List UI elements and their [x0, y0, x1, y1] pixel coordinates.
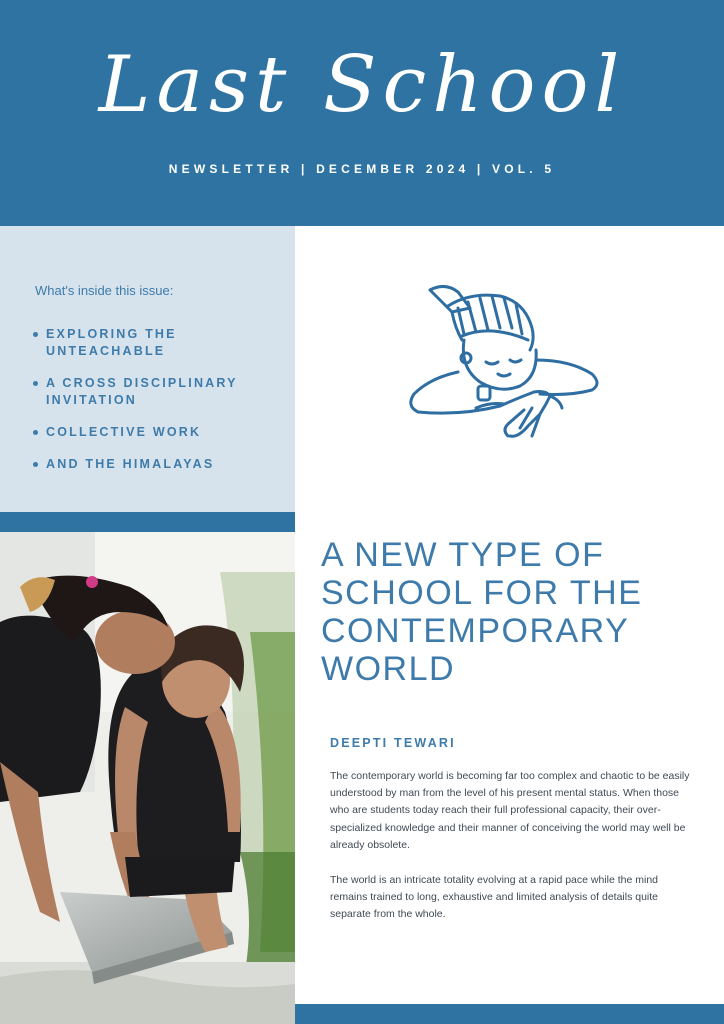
contents-list: [33, 326, 288, 488]
article-author: DEEPTI TEWARI: [330, 736, 456, 750]
contents-item-label: A CROSS DISCIPLINARY INVITATION: [46, 376, 238, 407]
two-women-lifting-stone-slab-photo: [0, 532, 295, 1024]
bullet-icon: [33, 430, 38, 435]
bullet-icon: [33, 381, 38, 386]
contents-item: [33, 424, 288, 441]
contents-item-label: EXPLORING THE UNTEACHABLE: [46, 327, 177, 358]
footer-band: [295, 1004, 724, 1024]
article-photo: [0, 532, 295, 1024]
contents-item: [33, 456, 288, 473]
contents-item: [33, 375, 288, 409]
contents-sidebar: [0, 226, 295, 512]
article-paragraph: The world is an intricate totality evolving at a rapid pace while the mind remains trained to long, exhaustive and limited analysis of details quite separate from the whole.: [330, 874, 659, 921]
bullet-icon: [33, 332, 38, 337]
contents-item-label: AND THE HIMALAYAS: [46, 457, 215, 471]
newsletter-title: Last School: [98, 40, 626, 130]
contents-item-label: COLLECTIVE WORK: [46, 425, 202, 439]
contents-heading: What's inside this issue:: [35, 283, 174, 298]
divider-band: [0, 512, 295, 532]
article-paragraph: The contemporary world is becoming far too complex and chaotic to be easily understood by man from the level of his present mental status. When those who are students today reach their full professional capacity, their over-specialized knowledge and their manner of conceiving the world may well be already obsolete.: [330, 770, 690, 851]
bullet-icon: [33, 462, 38, 467]
header-banner: [0, 0, 724, 226]
contents-item: [33, 326, 288, 360]
child-resting-on-arms-illustration: [400, 278, 610, 458]
article-headline: A NEW TYPE OF SCHOOL FOR THE CONTEMPORARY WORLD: [321, 536, 643, 688]
newsletter-subtitle: NEWSLETTER | DECEMBER 2024 | VOL. 5: [168, 162, 556, 176]
